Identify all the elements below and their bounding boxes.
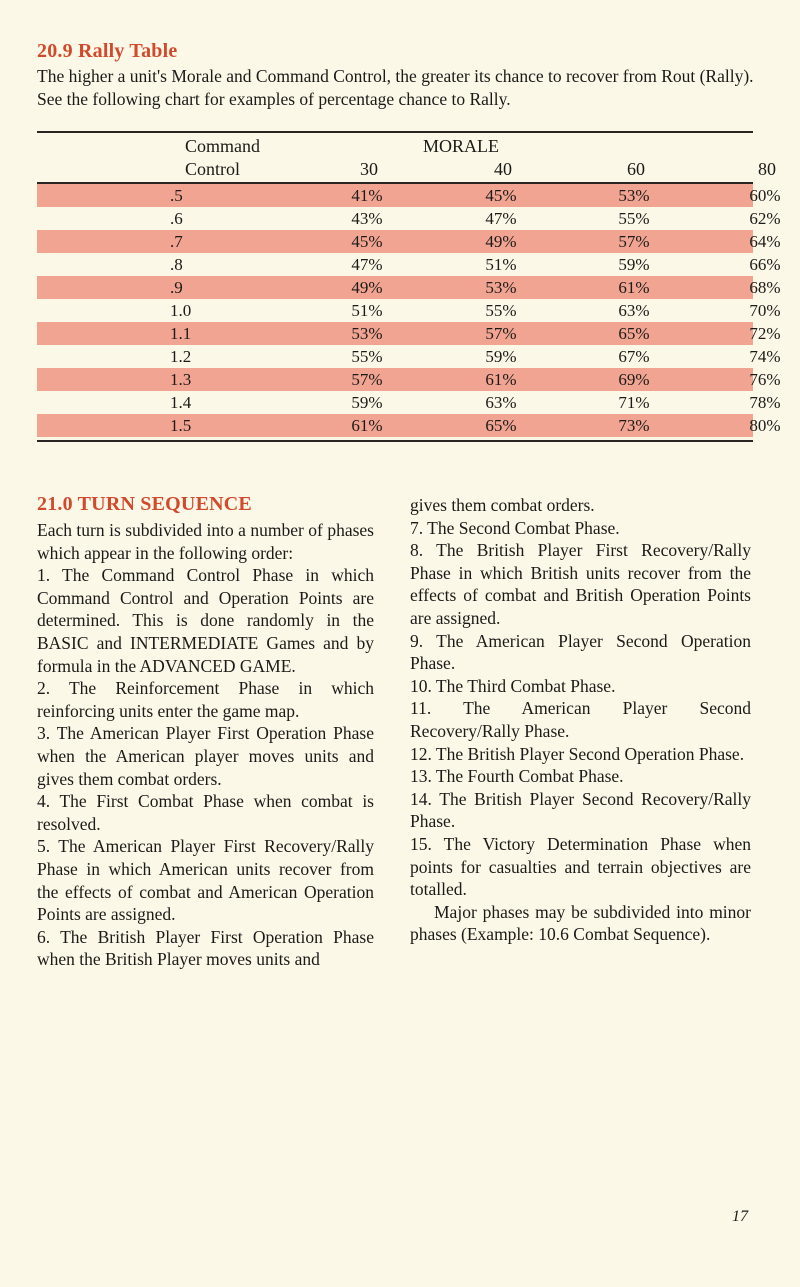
rally-chance-cell: 63% (618, 301, 650, 320)
table-row (37, 368, 781, 391)
rally-chance-cell: 67% (618, 347, 650, 366)
rally-chance-cell: 73% (618, 416, 650, 435)
rally-chance-cell: 61% (351, 416, 383, 435)
header-bottom-rule (37, 182, 753, 184)
command-control-value: 1.1 (170, 324, 192, 343)
rally-chance-cell: 53% (351, 324, 383, 343)
command-control-value: 1.5 (170, 416, 192, 435)
sequence-paragraph: 13. The Fourth Combat Phase. (410, 766, 624, 787)
table-row (37, 184, 781, 207)
closing-paragraph: Major phases may be subdivided into minor phases (Example: 10.6 Combat Sequence). (410, 901, 751, 945)
header-morale: MORALE (423, 136, 499, 156)
header-control: Control (185, 159, 241, 179)
header-morale-40: 40 (494, 159, 512, 179)
sequence-paragraph: 10. The Third Combat Phase. (410, 675, 616, 696)
rally-chance-cell: 43% (351, 209, 383, 228)
table-row (37, 345, 781, 368)
rally-chance-cell: 62% (749, 209, 781, 228)
rally-chance-cell: 68% (749, 278, 781, 297)
rally-chance-cell: 65% (485, 416, 517, 435)
rally-chance-cell: 47% (351, 255, 383, 274)
sequence-paragraph: 15. The Victory Determination Phase when points for casualties and terrain objectives are totalled. (410, 833, 751, 900)
sequence-paragraph: 4. The First Combat Phase when combat is resolved. (37, 791, 374, 834)
page-number: 17 (732, 1208, 748, 1225)
rally-table-heading: 20.9 Rally Table (37, 40, 178, 62)
command-control-value: .8 (170, 255, 183, 274)
sequence-paragraph: 7. The Second Combat Phase. (410, 517, 620, 538)
sequence-paragraph: 3. The American Player First Operation Phase when the American player moves units and gives them combat orders. (37, 723, 374, 789)
rally-chance-cell: 72% (749, 324, 781, 343)
rally-chance-cell: 61% (485, 370, 517, 389)
rally-chance-cell: 47% (485, 209, 517, 228)
command-control-value: .5 (170, 186, 183, 205)
header-morale-30: 30 (360, 159, 378, 179)
rally-chance-cell: 53% (485, 278, 517, 297)
sequence-paragraph: 9. The American Player Second Operation Phase. (410, 630, 751, 674)
command-control-value: 1.2 (170, 347, 192, 366)
sequence-paragraph: gives them combat orders. (410, 495, 595, 515)
table-row (37, 322, 781, 345)
header-command: Command (185, 136, 260, 156)
rally-chance-cell: 74% (749, 347, 781, 366)
rally-chance-cell: 45% (485, 186, 517, 205)
rally-intro-text: The higher a unit's Morale and Command Control, the greater its chance to recover from Rout (Rally). See the following chart for examples of percentage chance to Rally. (37, 66, 754, 109)
rally-chance-cell: 80% (749, 416, 781, 435)
turn-sequence-left-column (37, 519, 374, 971)
rally-chance-cell: 78% (749, 393, 781, 412)
turn-sequence-heading: 21.0 TURN SEQUENCE (37, 493, 252, 515)
command-control-value: .7 (170, 232, 183, 251)
command-control-value: 1.3 (170, 370, 192, 389)
sequence-paragraph: 6. The British Player First Operation Phase when the British Player moves units and (37, 926, 374, 970)
rally-chance-cell: 64% (749, 232, 781, 251)
table-row (37, 207, 781, 230)
table-bottom-rule (37, 440, 753, 442)
rally-chance-cell: 51% (485, 255, 517, 274)
command-control-value: 1.4 (170, 393, 192, 412)
table-row (37, 230, 781, 253)
rally-chance-cell: 61% (618, 278, 650, 297)
sequence-paragraph: Each turn is subdivided into a number of phases which appear in the following order: (37, 520, 374, 563)
header-morale-80: 80 (758, 159, 776, 179)
rally-chance-cell: 65% (618, 324, 650, 343)
table-row (37, 391, 781, 414)
rally-chance-cell: 66% (749, 255, 781, 274)
table-row (37, 276, 781, 299)
rally-chance-cell: 49% (351, 278, 383, 297)
rally-chance-cell: 59% (485, 347, 517, 366)
rally-chance-cell: 60% (749, 186, 781, 205)
rally-chance-cell: 63% (485, 393, 517, 412)
rally-chance-cell: 41% (351, 186, 383, 205)
command-control-value: .6 (170, 209, 183, 228)
rally-chance-cell: 55% (618, 209, 650, 228)
rally-chance-cell: 49% (485, 232, 517, 251)
turn-sequence-right-column (410, 494, 751, 946)
sequence-paragraph: 8. The British Player First Recovery/Rally Phase in which British units recover from the effects of combat and British Operation Points are assigned. (410, 540, 751, 628)
table-row (37, 253, 781, 276)
rally-chance-cell: 55% (351, 347, 383, 366)
sequence-paragraph: 11. The American Player Second Recovery/Rally Phase. (410, 698, 751, 741)
header-morale-60: 60 (627, 159, 645, 179)
rally-chance-cell: 59% (618, 255, 650, 274)
sequence-paragraph: 2. The Reinforcement Phase in which reinforcing units enter the game map. (37, 678, 374, 721)
rally-chance-cell: 71% (618, 393, 650, 412)
sequence-paragraph: 14. The British Player Second Recovery/Rally Phase. (410, 788, 751, 832)
sequence-paragraph: 12. The British Player Second Operation Phase. (410, 743, 745, 764)
rally-chance-cell: 70% (749, 301, 781, 320)
rally-chance-cell: 69% (618, 370, 650, 389)
rally-chance-cell: 57% (485, 324, 517, 343)
rally-chance-cell: 76% (749, 370, 781, 389)
table-top-rule (37, 131, 753, 133)
command-control-value: 1.0 (170, 301, 192, 320)
sequence-paragraph: 5. The American Player First Recovery/Rally Phase in which American units recover from the effects of combat and American Operation Points are assigned. (37, 836, 374, 925)
command-control-value: .9 (170, 278, 183, 297)
rally-chance-cell: 53% (618, 186, 650, 205)
sequence-paragraph: 1. The Command Control Phase in which Command Control and Operation Points are determined. This is done randomly in the BASIC and INTERMEDIATE Games and by formula in the ADVANCED GAME. (37, 565, 374, 676)
rally-chance-cell: 45% (351, 232, 383, 251)
rally-chance-cell: 51% (351, 301, 383, 320)
rally-chance-cell: 55% (485, 301, 517, 320)
rally-chance-cell: 57% (618, 232, 650, 251)
table-row (37, 299, 781, 322)
rally-chance-cell: 59% (351, 393, 383, 412)
rally-chance-cell: 57% (351, 370, 383, 389)
table-row (37, 414, 781, 437)
